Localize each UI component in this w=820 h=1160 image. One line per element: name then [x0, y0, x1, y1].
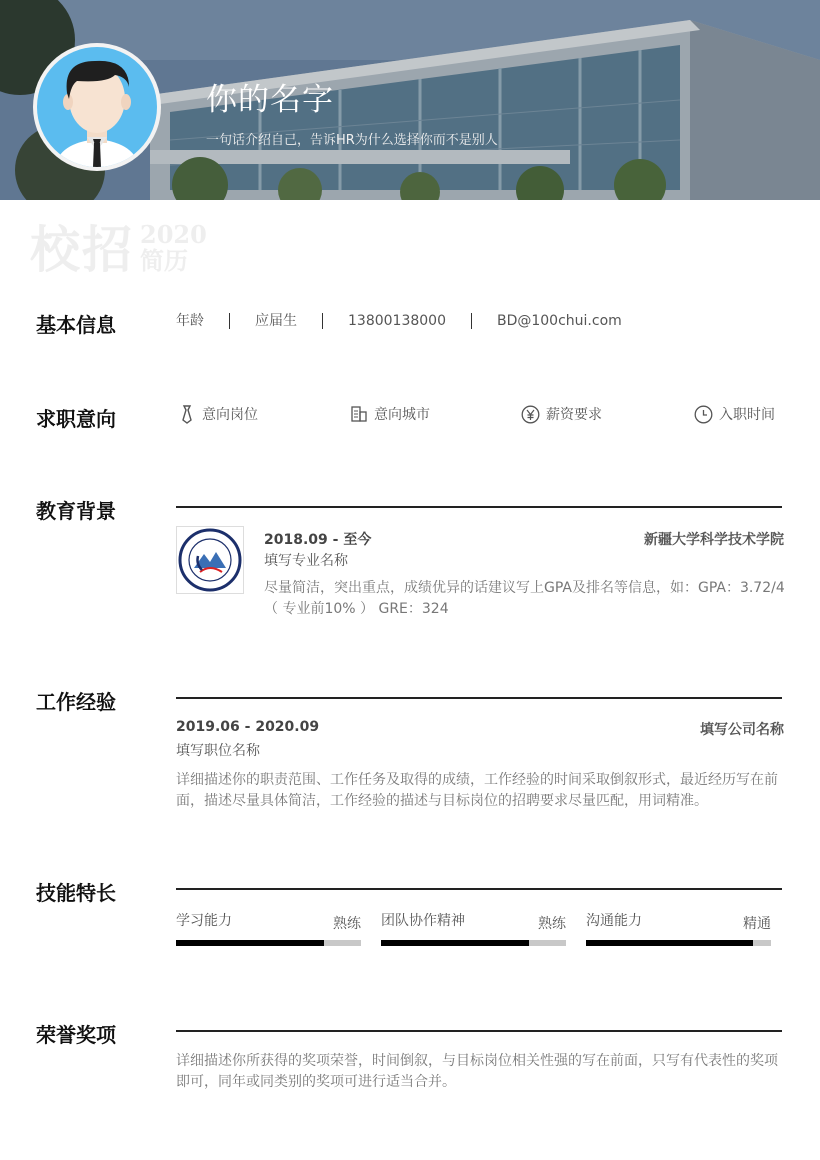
skill-progress-track [586, 940, 771, 946]
basic-phone: 13800138000 [322, 313, 471, 329]
intent-position [178, 404, 258, 424]
intent-salary-label: 薪资要求 [546, 407, 602, 423]
skill-level: 精通 [743, 916, 771, 932]
work-date: 2019.06 - 2020.09 [176, 719, 320, 735]
candidate-tagline: 一句话介绍自己，告诉HR为什么选择你而不是别人 [206, 133, 498, 148]
header-banner [0, 0, 820, 200]
skill-level: 熟练 [333, 916, 361, 932]
work-description: 详细描述你的职责范围、工作任务及取得的成绩，工作经验的时间采取倒叙形式，最近经历写在前面，描述尽量具体简洁，工作经验的描述与目标岗位的招聘要求尽量匹配，用词精准。 [176, 772, 778, 809]
section-rule-education [176, 506, 782, 508]
skill-progress-track [381, 940, 566, 946]
section-rule-skills [176, 888, 782, 890]
edu-school: 新疆大学科学技术学院 [644, 532, 784, 548]
skill-item [381, 910, 566, 930]
basic-age: 年龄 [176, 313, 204, 329]
candidate-name: 你的名字 [206, 82, 334, 118]
avatar-person-icon [37, 47, 157, 167]
skill-progress-fill [176, 940, 324, 946]
basic-email: BD@100chui.com [471, 313, 647, 329]
building-icon [350, 405, 368, 423]
intent-city [350, 404, 430, 424]
section-title-work: 工作经验 [36, 690, 116, 714]
watermark-big: 校招 [30, 220, 134, 279]
section-title-education: 教育背景 [36, 499, 116, 523]
avatar [33, 43, 161, 171]
watermark [30, 220, 207, 280]
work-position: 填写职位名称 [176, 743, 260, 759]
intent-start-date [694, 404, 775, 424]
section-title-basic: 基本信息 [36, 313, 116, 337]
skill-progress-fill [381, 940, 529, 946]
edu-major: 填写专业名称 [264, 553, 348, 569]
intent-salary [521, 404, 602, 424]
basic-info-list [176, 313, 647, 329]
edu-date: 2018.09 - 至今 [264, 532, 372, 548]
section-rule-honors [176, 1030, 782, 1032]
section-title-honors: 荣誉奖项 [36, 1023, 116, 1047]
section-title-intent: 求职意向 [36, 407, 116, 431]
basic-status: 应届生 [229, 313, 322, 329]
school-emblem-icon [178, 528, 242, 592]
section-rule-work [176, 697, 782, 699]
skill-name: 学习能力 [176, 913, 232, 929]
school-logo [176, 526, 244, 594]
skill-name: 沟通能力 [586, 913, 642, 929]
skill-progress-track [176, 940, 361, 946]
intent-position-label: 意向岗位 [202, 407, 258, 423]
edu-description: 尽量简洁，突出重点，成绩优异的话建议写上GPA及排名等信息，如：GPA：3.72/4（ 专业前10% ） GRE：324 [264, 580, 785, 617]
skill-item [586, 910, 771, 930]
tie-icon [178, 404, 196, 424]
work-company: 填写公司名称 [700, 722, 784, 738]
honors-description: 详细描述你所获得的奖项荣誉，时间倒叙，与目标岗位相关性强的写在前面，只写有代表性的奖项即可，同年或同类别的奖项可进行适当合并。 [176, 1053, 778, 1090]
skill-item [176, 910, 361, 930]
section-title-skills: 技能特长 [36, 881, 116, 905]
skill-name: 团队协作精神 [381, 913, 465, 929]
skill-progress-fill [586, 940, 753, 946]
yen-icon [521, 405, 540, 424]
watermark-small: 2020简历 [140, 220, 207, 275]
intent-city-label: 意向城市 [374, 407, 430, 423]
clock-icon [694, 405, 713, 424]
intent-start-date-label: 入职时间 [719, 407, 775, 423]
skill-level: 熟练 [538, 916, 566, 932]
